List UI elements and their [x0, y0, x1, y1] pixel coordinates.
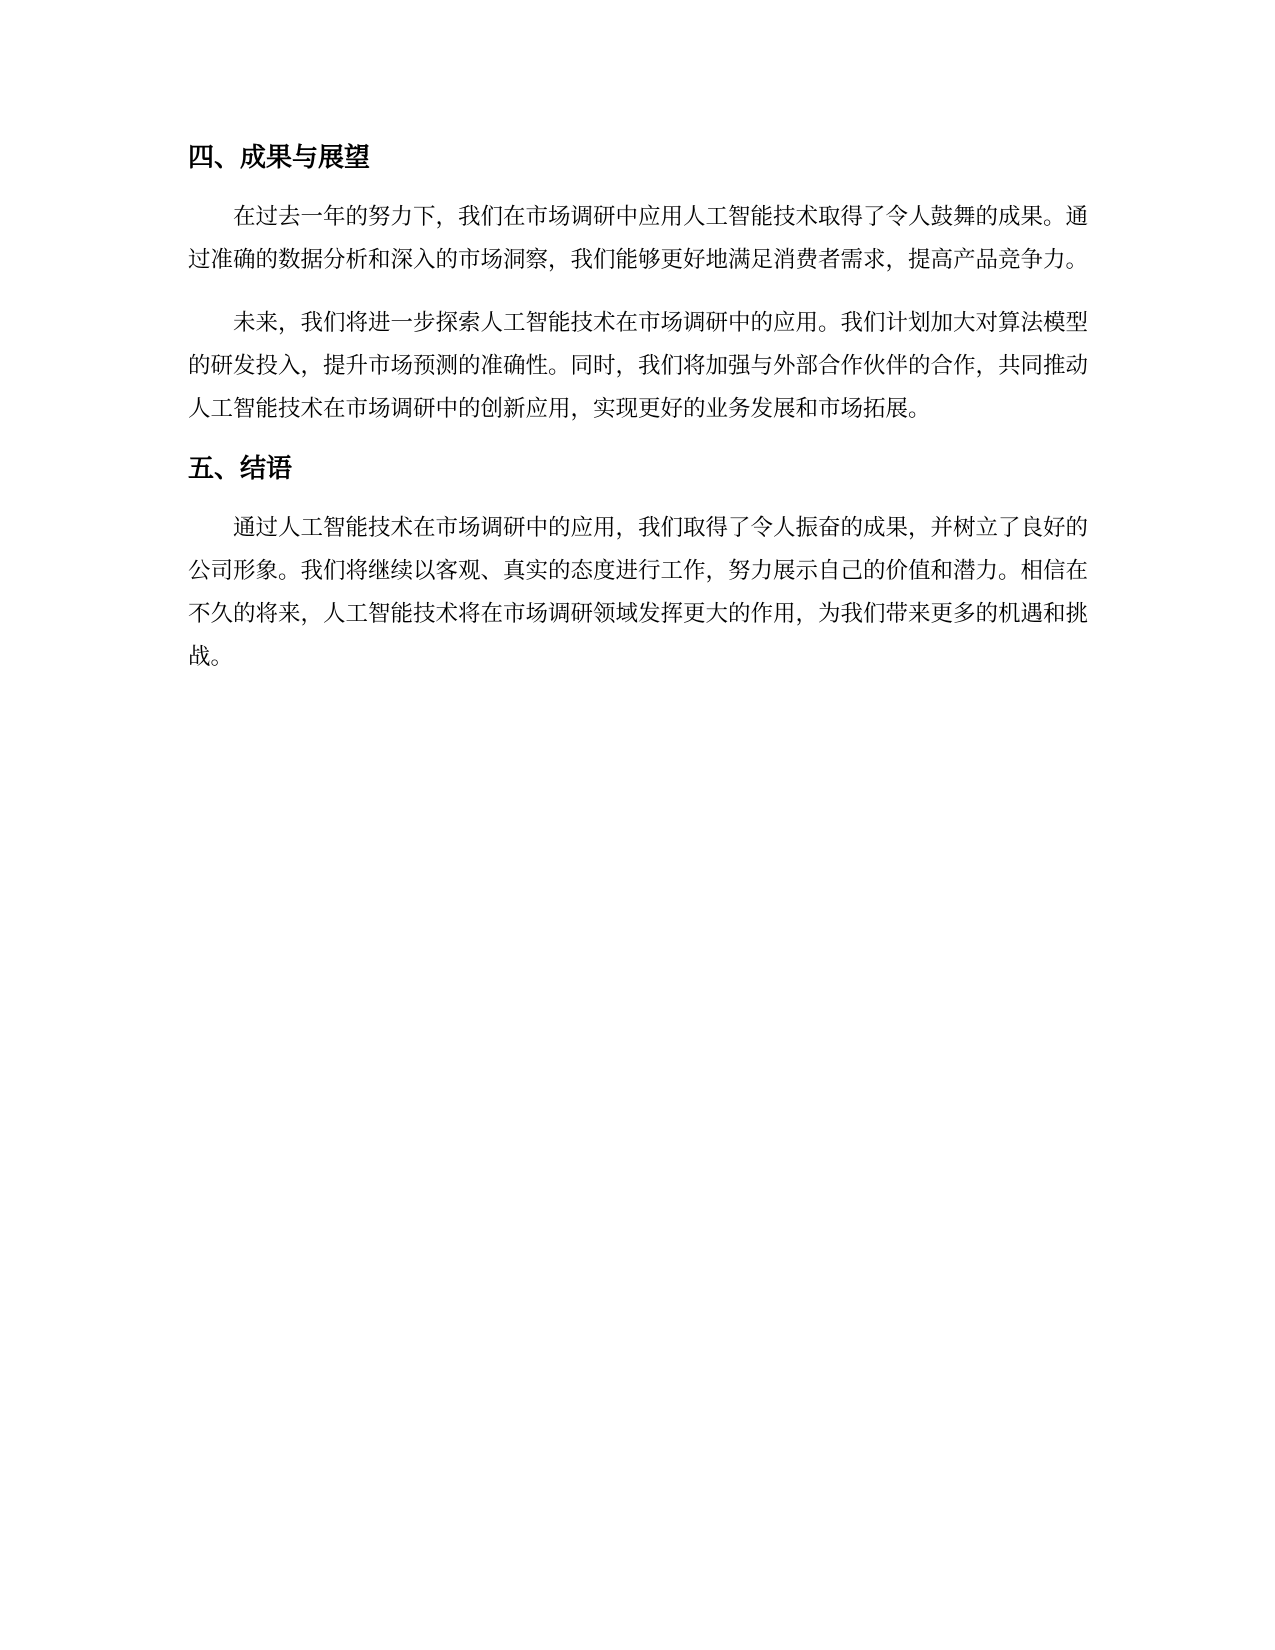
section-heading: 四、成果与展望: [188, 143, 371, 173]
section-results-outlook: [188, 140, 1088, 431]
section-heading: 五、结语: [188, 454, 293, 484]
document-body: [188, 140, 1088, 699]
paragraph: 未来，我们将进一步探索人工智能技术在市场调研中的应用。我们计划加大对算法模型的研发投入，提升市场预测的准确性。同时，我们将加强与外部合作伙伴的合作，共同推动人工智能技术在市场调研中的创新应用，实现更好的业务发展和市场拓展。: [188, 310, 1089, 422]
paragraph: 在过去一年的努力下，我们在市场调研中应用人工智能技术取得了令人鼓舞的成果。通过准确的数据分析和深入的市场洞察，我们能够更好地满足消费者需求，提高产品竞争力。: [188, 204, 1089, 273]
paragraph: 通过人工智能技术在市场调研中的应用，我们取得了令人振奋的成果，并树立了良好的公司形象。我们将继续以客观、真实的态度进行工作，努力展示自己的价值和潜力。相信在不久的将来，人工智能技术将在市场调研领域发挥更大的作用，为我们带来更多的机遇和挑战。: [188, 515, 1089, 670]
section-conclusion: [188, 451, 1088, 679]
